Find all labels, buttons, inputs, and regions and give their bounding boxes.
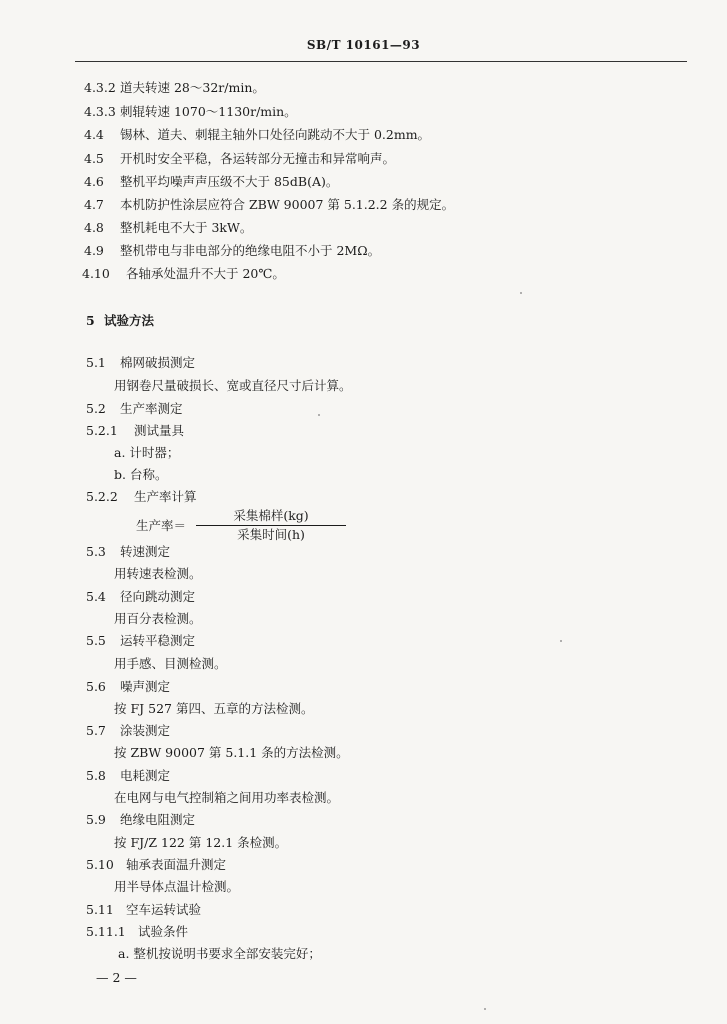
formula-fraction	[196, 508, 346, 543]
fraction-bar	[196, 525, 346, 526]
clause-line: 5.11 空车运转试验	[86, 902, 202, 917]
clause-line: 5.2 生产率测定	[86, 401, 183, 416]
clause-body: 用钢卷尺量破损长、宽或直径尺寸后计算。	[114, 378, 352, 393]
formula-numerator: 采集棉样(kg)	[233, 508, 309, 523]
clause-body: 按 ZBW 90007 第 5.1.1 条的方法检测。	[114, 745, 349, 760]
list-item: a. 整机按说明书要求全部安装完好；	[118, 946, 321, 961]
clause-line: 5.6 噪声测定	[86, 679, 171, 694]
clause-body: 用百分表检测。	[114, 611, 202, 626]
scan-speck	[318, 414, 320, 416]
scan-speck	[560, 640, 562, 642]
clause-line: 5.9 绝缘电阻测定	[86, 812, 196, 827]
list-item: b. 台称。	[114, 467, 168, 482]
clause-line: 4.3.3 刺辊转速 1070～1130r/min。	[84, 104, 297, 119]
list-item: a. 计时器；	[114, 445, 180, 460]
clause-line: 5.2.2 生产率计算	[86, 489, 197, 504]
clause-body: 用转速表检测。	[114, 566, 202, 581]
header-rule	[75, 61, 687, 62]
clause-line: 5.3 转速测定	[86, 544, 171, 559]
page-number: — 2 —	[96, 970, 137, 985]
scan-speck	[520, 292, 522, 294]
clause-line: 4.8 整机耗电不大于 3kW。	[84, 220, 253, 235]
clause-line: 5.4 径向跳动测定	[86, 589, 196, 604]
clause-line: 5.7 涂装测定	[86, 723, 171, 738]
clause-line: 4.10 各轴承处温升不大于 20℃。	[82, 266, 285, 281]
formula-denominator: 采集时间(h)	[237, 527, 305, 542]
clause-line: 5.5 运转平稳测定	[86, 633, 196, 648]
clause-line: 5.11.1 试验条件	[86, 924, 189, 939]
clause-line: 4.9 整机带电与非电部分的绝缘电阻不小于 2MΩ。	[84, 243, 381, 258]
scan-speck	[484, 1008, 486, 1010]
clause-line: 5.10 轴承表面温升测定	[86, 857, 227, 872]
page-header: SB/T 10161—93	[306, 38, 421, 52]
clause-line: 5.1 棉网破损测定	[86, 355, 196, 370]
clause-body: 用手感、目测检测。	[114, 656, 227, 671]
formula-lhs: 生产率＝	[136, 518, 187, 533]
clause-line: 4.3.2 道夫转速 28～32r/min。	[84, 80, 265, 95]
clause-body: 按 FJ 527 第四、五章的方法检测。	[114, 701, 314, 716]
clause-line: 4.4 锡林、道夫、刺辊主轴外口处径向跳动不大于 0.2mm。	[84, 127, 431, 142]
clause-line: 4.7 本机防护性涂层应符合 ZBW 90007 第 5.1.2.2 条的规定。	[84, 197, 455, 212]
clause-body: 用半导体点温计检测。	[114, 879, 240, 894]
clause-line: 4.6 整机平均噪声声压级不大于 85dB(A)。	[84, 174, 339, 189]
clause-body: 按 FJ/Z 122 第 12.1 条检测。	[114, 835, 288, 850]
clause-body: 在电网与电气控制箱之间用功率表检测。	[114, 790, 340, 805]
clause-line: 5.2.1 测试量具	[86, 423, 185, 438]
clause-line: 5.8 电耗测定	[86, 768, 171, 783]
section-title: 5 试验方法	[86, 313, 155, 328]
clause-line: 4.5 开机时安全平稳，各运转部分无撞击和异常响声。	[84, 151, 396, 166]
